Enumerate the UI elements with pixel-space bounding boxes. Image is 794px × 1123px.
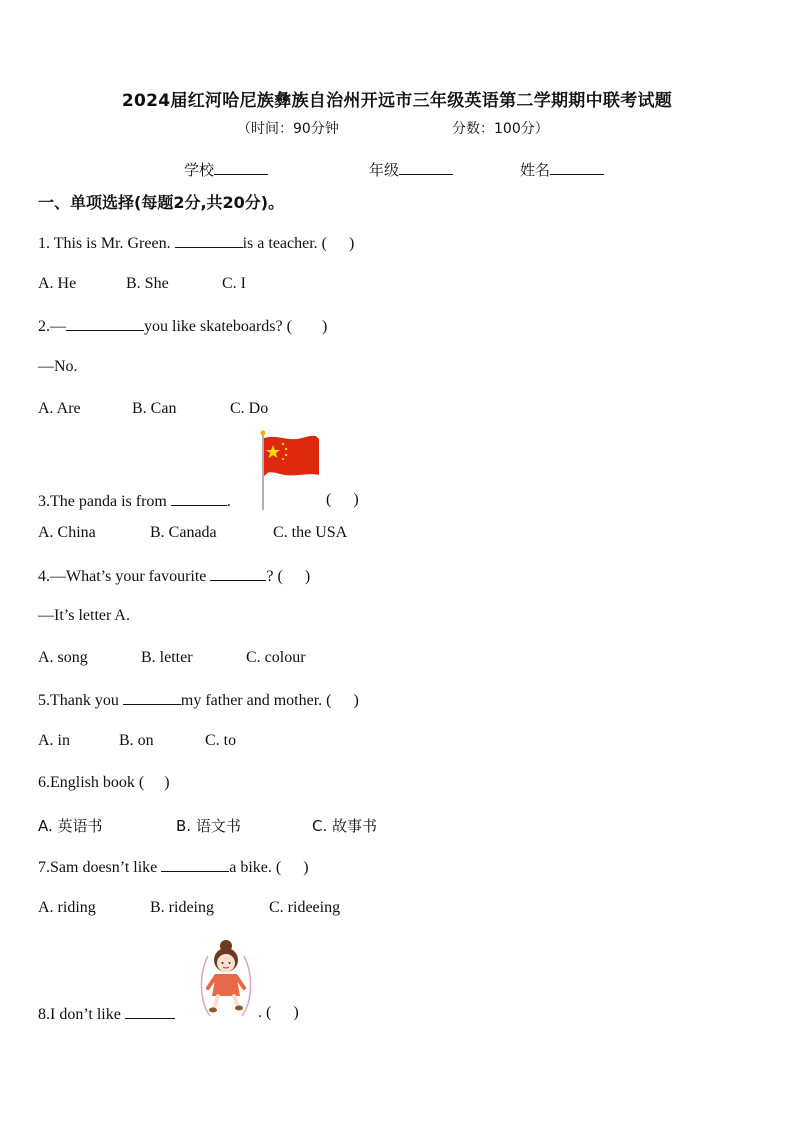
question-8-close: ) xyxy=(293,1004,299,1021)
q6-option-b[interactable]: B. 语文书 xyxy=(176,817,241,835)
q7-option-b[interactable]: B. rideing xyxy=(150,899,214,916)
question-3-paren xyxy=(326,491,359,509)
question-4-pre: 4.—What’s your favourite xyxy=(38,568,207,585)
question-1 xyxy=(38,233,354,253)
q6-option-a[interactable]: A. 英语书 xyxy=(38,817,103,835)
q7-option-a[interactable]: A. riding xyxy=(38,899,96,916)
q3-option-c[interactable]: C. the USA xyxy=(273,524,348,541)
question-3 xyxy=(38,491,231,511)
q5-option-a[interactable]: A. in xyxy=(38,732,70,749)
question-6-close: ) xyxy=(164,774,170,791)
left-shoe xyxy=(209,1008,217,1013)
school-label: 学校 xyxy=(184,161,215,179)
flag-small-star xyxy=(285,448,287,450)
q1-option-c[interactable]: C. I xyxy=(222,275,246,292)
question-7 xyxy=(38,857,309,877)
question-7-post: a bike. ( xyxy=(229,859,282,876)
question-7-pre: 7.Sam doesn’t like xyxy=(38,859,158,876)
flag-small-star xyxy=(282,458,284,460)
question-3-close: ) xyxy=(353,491,359,508)
question-2-pre: 2.— xyxy=(38,318,66,335)
left-eye xyxy=(222,962,224,964)
q4-option-c[interactable]: C. colour xyxy=(246,649,306,666)
china-flag-image xyxy=(258,430,322,510)
exam-time: （时间：90分钟 xyxy=(237,121,339,137)
right-eye xyxy=(229,962,231,964)
q2-option-b[interactable]: B. Can xyxy=(132,400,177,417)
flag-pole-top xyxy=(261,431,266,436)
school-field xyxy=(184,159,268,180)
left-leg xyxy=(214,996,218,1008)
question-4 xyxy=(38,566,310,586)
question-8-pre: 8.I don’t like xyxy=(38,1006,121,1023)
question-8-blank[interactable] xyxy=(125,1004,175,1019)
face xyxy=(217,954,235,972)
question-2-post: you like skateboards? ( xyxy=(144,318,292,335)
question-7-blank[interactable] xyxy=(161,857,229,872)
question-5 xyxy=(38,690,359,710)
grade-blank[interactable] xyxy=(399,160,453,175)
name-field xyxy=(520,159,604,180)
question-3-blank[interactable] xyxy=(171,491,227,506)
flag-small-star xyxy=(282,443,284,445)
q1-option-a[interactable]: A. He xyxy=(38,275,77,292)
exam-score: 分数：100分） xyxy=(452,121,549,137)
q3-option-a[interactable]: A. China xyxy=(38,524,96,541)
question-7-close: ) xyxy=(303,859,309,876)
question-5-post: my father and mother. ( xyxy=(180,692,332,709)
question-1-blank[interactable] xyxy=(175,233,243,248)
question-8 xyxy=(38,1004,175,1024)
grade-field xyxy=(369,159,453,180)
question-8-post: . ( xyxy=(258,1004,272,1021)
question-4-blank[interactable] xyxy=(210,566,266,581)
school-blank[interactable] xyxy=(214,160,268,175)
girl-jumping-rope-image xyxy=(196,936,256,1020)
q5-option-c[interactable]: C. to xyxy=(205,732,237,749)
flag-small-star xyxy=(285,454,287,456)
question-2-blank[interactable] xyxy=(66,316,144,331)
question-6 xyxy=(38,774,170,792)
right-leg xyxy=(234,996,238,1006)
grade-label: 年级 xyxy=(369,161,400,179)
q5-option-b[interactable]: B. on xyxy=(119,732,154,749)
question-8-paren xyxy=(258,1004,299,1022)
q1-option-b[interactable]: B. She xyxy=(126,275,169,292)
q7-option-c[interactable]: C. rideeing xyxy=(269,899,341,916)
name-blank[interactable] xyxy=(550,160,604,175)
question-3-post: . xyxy=(226,493,231,510)
q3-option-b[interactable]: B. Canada xyxy=(150,524,217,541)
question-2 xyxy=(38,316,327,336)
question-4-close: ) xyxy=(304,568,311,585)
right-shoe xyxy=(235,1006,243,1011)
flag-cloth xyxy=(264,436,319,476)
question-4-reply: —It’s letter A. xyxy=(38,607,130,624)
question-3-pre: 3.The panda is from xyxy=(38,493,167,510)
question-2-close: ) xyxy=(321,318,328,335)
section-title: 一、单项选择(每题2分,共20分)。 xyxy=(38,193,285,212)
question-6-text: 6.English book ( xyxy=(38,774,145,791)
question-4-post: ? ( xyxy=(266,568,283,585)
question-5-pre: 5.Thank you xyxy=(38,692,119,709)
question-5-blank[interactable] xyxy=(123,690,181,705)
question-1-post: is a teacher. ( xyxy=(242,235,327,252)
q2-option-a[interactable]: A. Are xyxy=(38,400,81,417)
page-title: 2024届红河哈尼族彝族自治州开远市三年级英语第二学期期中联考试题 xyxy=(121,91,673,111)
question-1-close: ) xyxy=(349,235,355,252)
q4-option-a[interactable]: A. song xyxy=(38,649,88,666)
name-label: 姓名 xyxy=(520,161,551,179)
question-3-open: ( xyxy=(326,491,332,508)
question-1-pre: 1. This is Mr. Green. xyxy=(38,235,171,252)
q4-option-b[interactable]: B. letter xyxy=(141,649,193,666)
q2-option-c[interactable]: C. Do xyxy=(230,400,269,417)
question-5-close: ) xyxy=(353,692,359,709)
question-2-reply: —No. xyxy=(38,358,78,375)
q6-option-c[interactable]: C. 故事书 xyxy=(312,817,378,835)
